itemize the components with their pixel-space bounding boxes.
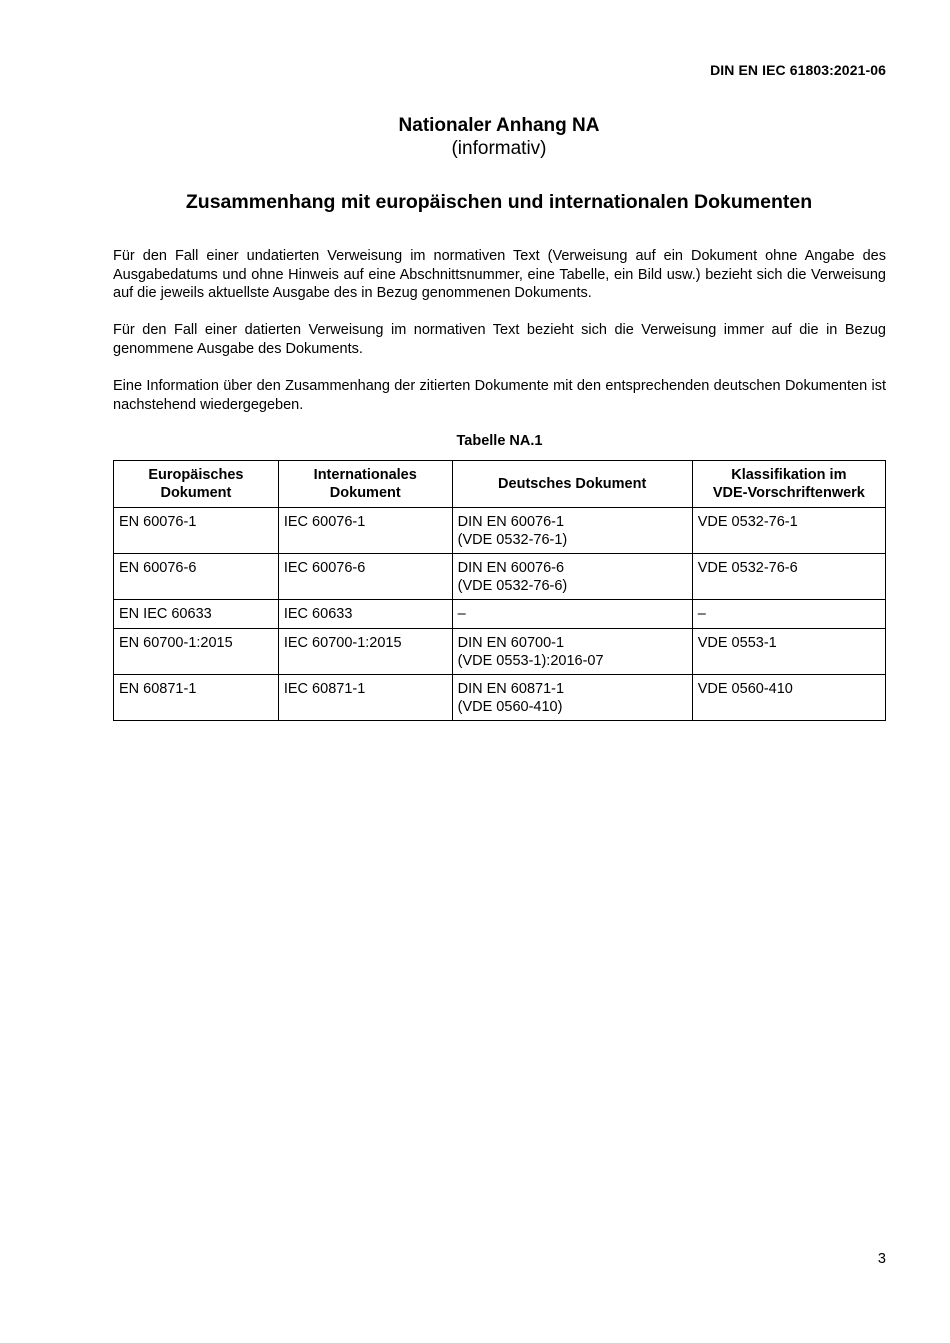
cell-line: – [457, 606, 466, 622]
cell-international: IEC 60700-1:2015 [278, 629, 452, 675]
cell-line: DIN EN 60076-1 [457, 514, 565, 530]
page-number: 3 [877, 1251, 886, 1267]
cell-line: (VDE 0532-76-1) [457, 532, 568, 548]
header-line: Internationales [313, 467, 417, 483]
header-german-document [452, 461, 692, 508]
annex-heading [0, 115, 950, 161]
cell-line: (VDE 0560-410) [457, 699, 563, 715]
header-european-document [114, 461, 279, 508]
document-id: DIN EN IEC 61803:2021-06 [710, 62, 886, 78]
cell-line: DIN EN 60076-6 [457, 560, 565, 576]
annex-title: Nationaler Anhang NA [398, 115, 600, 136]
cell-european: EN 60076-6 [114, 554, 279, 600]
cell-international: IEC 60633 [278, 600, 452, 629]
cell-european: EN 60700-1:2015 [114, 629, 279, 675]
cell-european: EN 60871-1 [114, 675, 279, 721]
section-title: Zusammenhang mit europäischen und internationalen Dokumenten [185, 191, 813, 213]
header-line: VDE-Vorschriftenwerk [712, 485, 865, 501]
header-line: Klassifikation im [731, 467, 847, 483]
paragraph-undated-reference: Für den Fall einer undatierten Verweisung im normativen Text (Verweisung auf ein Dokument ohne Angabe des Ausgabedatums und ohne Hinweis auf eine Abschnittsnummer, eine Tabelle, ein Bild usw.) bezieht sich die Verweisung auf die jeweils aktuellste Ausgabe des in Bezug genommenen Dokuments. [113, 248, 886, 301]
header-vde-classification [692, 461, 885, 508]
cell-classification: VDE 0560-410 [692, 675, 885, 721]
cell-line: DIN EN 60871-1 [457, 681, 565, 697]
header-line: Dokument [329, 485, 401, 501]
cell-european: EN IEC 60633 [114, 600, 279, 629]
cell-classification: – [692, 600, 885, 629]
table-row [114, 508, 886, 554]
cell-german [452, 600, 692, 629]
table-header-row [114, 461, 886, 508]
cell-line: DIN EN 60700-1 [457, 635, 565, 651]
table-row [114, 600, 886, 629]
cell-classification: VDE 0553-1 [692, 629, 885, 675]
paragraph-information: Eine Information über den Zusammenhang der zitierten Dokumente mit den entsprechenden deutschen Dokumenten ist nachstehend wiedergegeben. [113, 378, 886, 413]
table-row [114, 675, 886, 721]
annex-subtitle: (informativ) [451, 138, 547, 159]
table-row [114, 554, 886, 600]
table-caption: Tabelle NA.1 [456, 433, 543, 449]
paragraph-dated-reference: Für den Fall einer datierten Verweisung im normativen Text bezieht sich die Verweisung immer auf die in Bezug genommene Ausgabe des Dokuments. [113, 322, 886, 357]
cell-international: IEC 60076-6 [278, 554, 452, 600]
reference-table [113, 460, 886, 721]
header-international-document [278, 461, 452, 508]
header-line: Europäisches [148, 467, 244, 483]
cell-international: IEC 60871-1 [278, 675, 452, 721]
cell-line: (VDE 0553-1):2016-07 [457, 653, 604, 669]
header-line: Dokument [160, 485, 232, 501]
header-line: Deutsches Dokument [498, 476, 647, 492]
cell-german [452, 629, 692, 675]
cell-international: IEC 60076-1 [278, 508, 452, 554]
cell-german [452, 675, 692, 721]
table-row [114, 629, 886, 675]
cell-classification: VDE 0532-76-6 [692, 554, 885, 600]
cell-classification: VDE 0532-76-1 [692, 508, 885, 554]
cell-german [452, 508, 692, 554]
cell-line: (VDE 0532-76-6) [457, 578, 568, 594]
cell-german [452, 554, 692, 600]
cell-european: EN 60076-1 [114, 508, 279, 554]
